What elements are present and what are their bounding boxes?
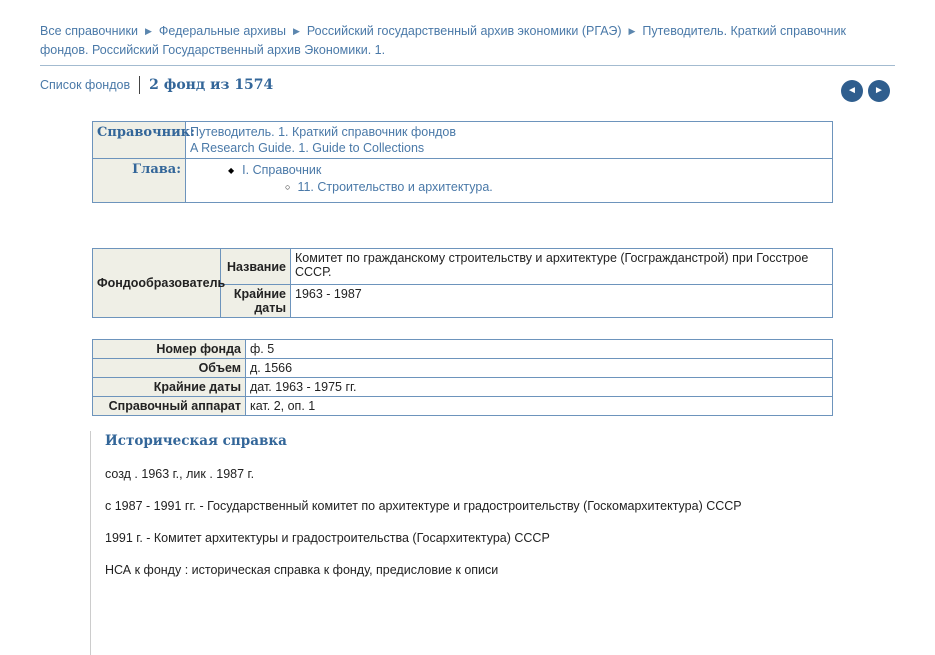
creator-table bbox=[92, 248, 833, 318]
fond-dates-value: дат. 1963 - 1975 гг. bbox=[246, 378, 833, 397]
guide-reference-value bbox=[186, 122, 833, 159]
table-row bbox=[93, 340, 833, 359]
breadcrumb-separator-icon: ▶ bbox=[144, 26, 152, 36]
fond-dates-label: Крайние даты bbox=[93, 378, 246, 397]
breadcrumb bbox=[40, 22, 895, 60]
guide-table bbox=[92, 121, 833, 203]
breadcrumb-link-federal-archives[interactable]: Федеральные архивы bbox=[158, 24, 286, 38]
next-fond-button[interactable] bbox=[868, 80, 890, 102]
table-row bbox=[93, 159, 833, 203]
chapter-list bbox=[190, 162, 828, 195]
fond-apparatus-label: Справочный аппарат bbox=[93, 397, 246, 416]
history-section bbox=[90, 431, 850, 655]
bullet-diamond-icon: ◆ bbox=[228, 166, 235, 175]
toolbar bbox=[40, 74, 895, 96]
table-row bbox=[93, 359, 833, 378]
chapter-link-section[interactable]: I. Справочник bbox=[242, 163, 322, 177]
chapter-item-level2 bbox=[190, 179, 828, 195]
creator-name-label: Название bbox=[221, 249, 291, 285]
table-row bbox=[93, 249, 833, 285]
breadcrumb-separator-icon: ▶ bbox=[292, 26, 300, 36]
table-row bbox=[93, 397, 833, 416]
chapter-link-subsection[interactable]: 11. Строительство и архитектура. bbox=[297, 180, 493, 194]
chapter-item-level1 bbox=[190, 162, 828, 179]
breadcrumb-link-guide[interactable]: Путеводитель. Краткий справочник фондов. Российский Государственный архив Экономики. 1. bbox=[40, 24, 847, 57]
creator-section-label: Фондообразователь bbox=[93, 249, 221, 318]
arrow-left-icon: ◄ bbox=[847, 85, 857, 96]
fond-table bbox=[92, 339, 833, 416]
table-row bbox=[93, 122, 833, 159]
fond-list-link[interactable]: Список фондов bbox=[40, 78, 131, 92]
history-paragraph: с 1987 - 1991 гг. - Государственный комитет по архитектуре и градостроительству (Госкомархитектура) СССР bbox=[105, 499, 742, 513]
guide-reference-link-ru[interactable]: Путеводитель. 1. Краткий справочник фондов bbox=[190, 125, 457, 139]
prev-fond-button[interactable] bbox=[841, 80, 863, 102]
history-title: Историческая справка bbox=[105, 433, 287, 449]
history-paragraph: НСА к фонду : историческая справка к фонду, предисловие к описи bbox=[105, 563, 499, 577]
bullet-circle-icon: ○ bbox=[285, 182, 291, 192]
arrow-right-icon: ► bbox=[874, 85, 884, 96]
guide-reference-label: Справочник: bbox=[93, 122, 186, 159]
breadcrumb-divider bbox=[40, 65, 895, 66]
breadcrumb-link-all-guides[interactable]: Все справочники bbox=[40, 24, 138, 38]
fond-apparatus-value: кат. 2, оп. 1 bbox=[246, 397, 833, 416]
guide-chapter-value bbox=[186, 159, 833, 203]
guide-chapter-label: Глава: bbox=[93, 159, 186, 203]
history-paragraph: 1991 г. - Комитет архитектуры и градостроительства (Госархитектура) СССР bbox=[105, 531, 550, 545]
toolbar-divider bbox=[139, 76, 140, 94]
breadcrumb-link-rgae[interactable]: Российский государственный архив экономики (РГАЭ) bbox=[306, 24, 622, 38]
pager bbox=[841, 80, 890, 102]
creator-dates-value: 1963 - 1987 bbox=[291, 285, 833, 318]
creator-name-value: Комитет по гражданскому строительству и архитектуре (Госгражданстрой) при Госстрое СССР. bbox=[291, 249, 833, 285]
breadcrumb-separator-icon: ▶ bbox=[628, 26, 636, 36]
guide-reference-link-en[interactable]: A Research Guide. 1. Guide to Collections bbox=[190, 141, 425, 155]
fond-number-value: ф. 5 bbox=[246, 340, 833, 359]
creator-dates-label: Крайние даты bbox=[221, 285, 291, 318]
fond-position-label: 2 фонд из 1574 bbox=[149, 77, 274, 93]
fond-volume-value: д. 1566 bbox=[246, 359, 833, 378]
history-paragraph: созд . 1963 г., лик . 1987 г. bbox=[105, 467, 255, 481]
fond-volume-label: Объем bbox=[93, 359, 246, 378]
table-row bbox=[93, 378, 833, 397]
fond-number-label: Номер фонда bbox=[93, 340, 246, 359]
